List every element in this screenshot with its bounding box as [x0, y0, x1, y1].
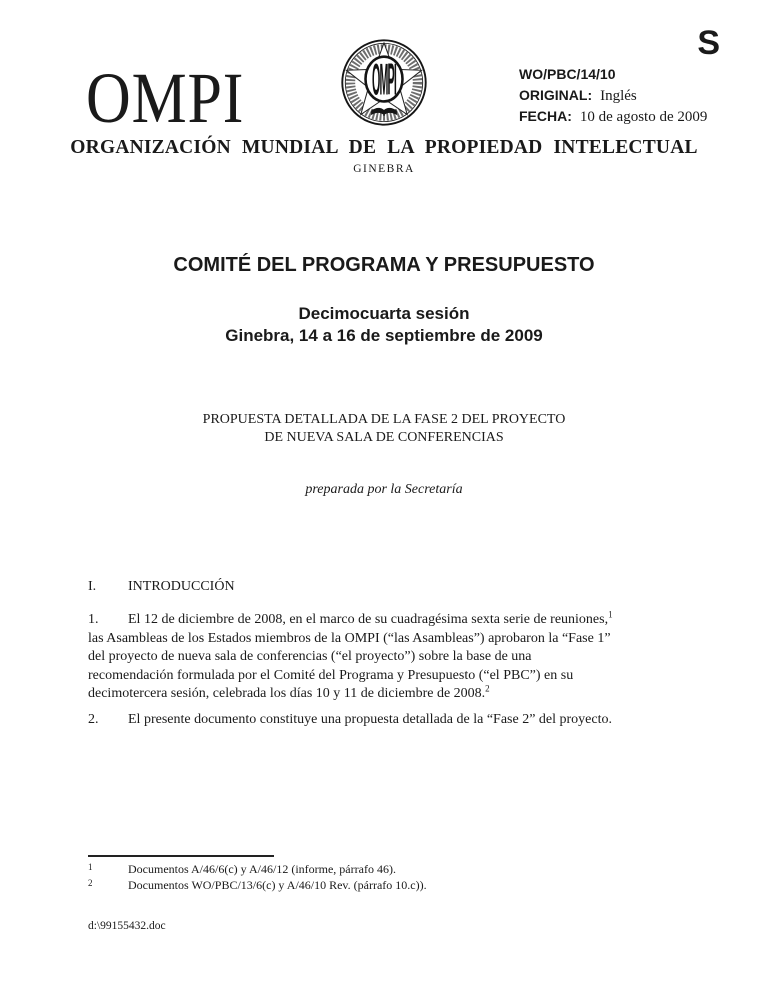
date-row — [519, 106, 707, 127]
footnote-2-marker: 2 — [88, 877, 93, 888]
doc-number-value: WO/PBC/14/10 — [519, 66, 616, 82]
session-title: Decimocuarta sesión — [298, 304, 470, 323]
footnote-1-text: Documentos A/46/6(c) y A/46/12 (informe, párrafo 46). — [128, 862, 396, 876]
section-heading-text: INTRODUCCIÓN — [128, 579, 235, 594]
subject-line-1: PROPUESTA DETALLADA DE LA FASE 2 DEL PROYECTO — [202, 412, 566, 427]
seal-letters: OMPI — [371, 54, 397, 105]
footnote-ref-1: 1 — [608, 609, 613, 620]
footnote-separator — [88, 855, 274, 857]
language-code: S — [697, 24, 720, 62]
date-label: FECHA: — [519, 108, 572, 124]
organization-name: ORGANIZACIÓN MUNDIAL DE LA PROPIEDAD INTELECTUAL — [70, 137, 698, 158]
paragraph-1 — [88, 611, 613, 704]
file-path: d:\99155432.doc — [88, 920, 166, 932]
section-heading — [88, 579, 235, 595]
paragraph-1-text: El 12 de diciembre de 2008, en el marco de su cuadragésima sexta serie de reuniones, — [128, 612, 609, 627]
footnote-1 — [88, 862, 427, 878]
paragraph-1-line — [88, 685, 613, 704]
footnote-1-marker: 1 — [88, 862, 93, 872]
footnote-2 — [88, 878, 427, 894]
venue-dates: Ginebra, 14 a 16 de septiembre de 2009 — [225, 326, 543, 345]
paragraph-2-number: 2. — [88, 712, 99, 727]
footnotes — [88, 862, 427, 893]
paragraph-1-line — [88, 611, 613, 630]
paragraph-1-line: recomendación formulada por el Comité del Programa y Presupuesto (“el PBC”) en su — [88, 667, 574, 683]
footnote-2-text: Documentos WO/PBC/13/6(c) y A/46/10 Rev. (párrafo 10.c)). — [128, 877, 427, 892]
paragraph-1-number: 1. — [88, 612, 99, 627]
paragraph-1-line: del proyecto de nueva sala de conferencias (“el proyecto”) sobre la base de una — [88, 649, 532, 664]
paragraph-1-text: decimotercera sesión, celebrada los días 10 y 11 de diciembre de 2008. — [88, 686, 486, 701]
paragraph-2 — [88, 711, 612, 729]
byline: preparada por la Secretaría — [305, 482, 463, 497]
doc-info-block — [519, 64, 707, 127]
ompi-seal-icon — [341, 39, 427, 126]
doc-number — [519, 64, 707, 85]
section-number: I. — [88, 579, 97, 594]
date-value: 10 de agosto de 2009 — [579, 109, 708, 125]
ompi-wordmark: OMPI — [86, 58, 245, 138]
subject-line-2: DE NUEVA SALA DE CONFERENCIAS — [264, 430, 504, 445]
original-value: Inglés — [600, 88, 637, 104]
footnote-ref-2: 2 — [485, 683, 490, 694]
subject-title — [0, 411, 768, 447]
original-language-row — [519, 85, 707, 106]
committee-title: COMITÉ DEL PROGRAMA Y PRESUPUESTO — [173, 254, 595, 276]
paragraph-2-text: El presente documento constituye una propuesta detallada de la “Fase 2” del proyecto. — [128, 712, 612, 727]
original-label: ORIGINAL: — [519, 87, 593, 103]
organization-city: GINEBRA — [353, 163, 415, 175]
paragraph-1-line: las Asambleas de los Estados miembros de la OMPI (“las Asambleas”) aprobaron la “Fase 1” — [88, 630, 611, 646]
